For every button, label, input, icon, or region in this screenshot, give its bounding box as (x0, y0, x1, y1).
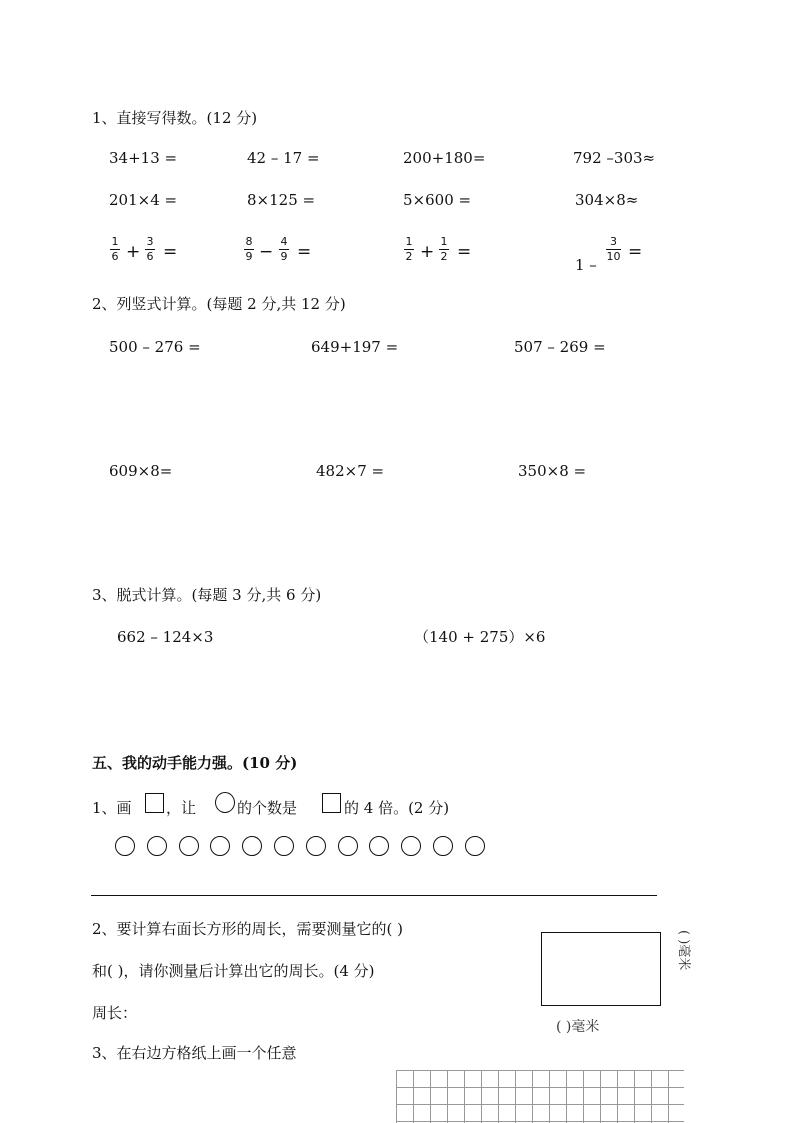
circle-shape (210, 836, 230, 856)
circle-shape (306, 836, 326, 856)
section2-title: 2、列竖式计算。(每题 2 分,共 12 分) (92, 295, 346, 313)
problem-1-3: 200+180= (403, 149, 486, 167)
circle-shape (369, 836, 389, 856)
q2-line1: 2、要计算右面长方形的周长，需要测量它的( ) (92, 920, 404, 938)
q2-line2: 和( )，请你测量后计算出它的周长。(4 分) (92, 962, 375, 980)
operator: + (126, 242, 141, 262)
problem-1-4: 792 –303≈ (573, 149, 656, 167)
q3-text: 3、在右边方格纸上画一个任意 (92, 1044, 297, 1062)
vertical-problem-5: 482×7 = (316, 462, 385, 480)
fraction: 3 6 (146, 235, 154, 263)
problem-1-2: 42 – 17 = (247, 149, 320, 167)
circle-shape (115, 836, 135, 856)
q1-part2: ，让 (166, 799, 197, 817)
vertical-problem-2: 649+197 = (311, 338, 399, 356)
divider (91, 895, 657, 896)
fraction: 1 6 (111, 235, 119, 263)
fraction: 8 9 (245, 235, 253, 263)
problem-1-7: 5×600 = (403, 191, 472, 209)
equals-sign: = (457, 242, 472, 262)
circle-icon (215, 792, 235, 813)
bottom-length-label: ( )毫米 (556, 1019, 600, 1035)
equals-sign: = (163, 242, 178, 262)
problem-1-1: 34+13 = (109, 149, 178, 167)
vertical-problem-6: 350×8 = (518, 462, 587, 480)
circle-shape (242, 836, 262, 856)
vertical-problem-4: 609×8= (109, 462, 173, 480)
q1-part4: 的 4 倍。(2 分) (344, 799, 450, 817)
operator: − (259, 242, 274, 262)
operator: + (420, 242, 435, 262)
problem-1-6: 8×125 = (247, 191, 316, 209)
stepwise-problem-1: 662 – 124×3 (117, 628, 214, 646)
circle-shape (338, 836, 358, 856)
q1-part1: 1、画 (92, 799, 132, 817)
fraction: 1 2 (440, 235, 448, 263)
circle-shape (274, 836, 294, 856)
fraction: 4 9 (280, 235, 288, 263)
side-length-label: ( )毫米 (676, 930, 691, 971)
section3-title: 3、脱式计算。(每题 3 分,共 6 分) (92, 586, 322, 604)
circle-shape (465, 836, 485, 856)
q1-part3: 的个数是 (237, 799, 298, 817)
fraction: 1 2 (405, 235, 413, 263)
fraction: 3 10 (606, 235, 621, 263)
square-icon (322, 793, 341, 813)
vertical-problem-3: 507 – 269 = (514, 338, 606, 356)
equals-sign: = (297, 242, 312, 262)
q2-line3: 周长： (92, 1004, 138, 1022)
problem-1-5: 201×4 = (109, 191, 178, 209)
whole-number: 1 – (575, 256, 597, 274)
section1-title: 1、直接写得数。(12 分) (92, 109, 258, 127)
circle-shape (433, 836, 453, 856)
circle-shape (401, 836, 421, 856)
circle-shape (147, 836, 167, 856)
square-icon (145, 793, 164, 813)
problem-1-8: 304×8≈ (575, 191, 639, 209)
section5-title: 五、我的动手能力强。(10 分) (92, 754, 298, 772)
grid-paper (396, 1070, 684, 1123)
rectangle-figure (541, 932, 661, 1006)
vertical-problem-1: 500 – 276 = (109, 338, 201, 356)
stepwise-problem-2: （140 + 275）×6 (414, 628, 546, 646)
circle-shape (179, 836, 199, 856)
equals-sign: = (628, 242, 643, 262)
